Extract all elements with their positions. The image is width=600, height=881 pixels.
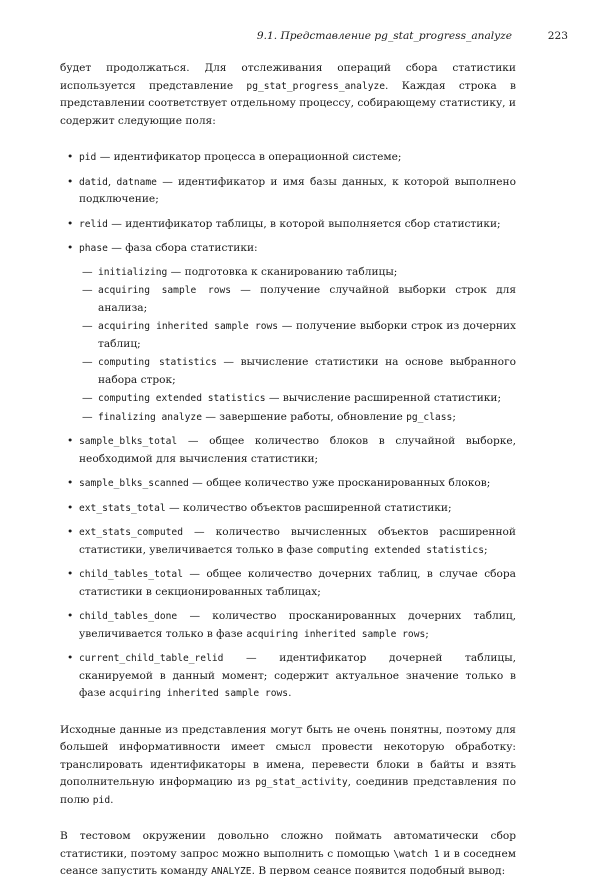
field-code-2: computing extended statistics bbox=[316, 544, 484, 556]
field-list bbox=[60, 149, 516, 703]
field-code-2: acquiring inherited sample rows bbox=[109, 688, 289, 699]
list-item bbox=[60, 650, 516, 703]
page-header bbox=[60, 28, 568, 46]
para-code: pid bbox=[92, 794, 111, 806]
field-tail: . bbox=[288, 687, 292, 699]
field-desc: — фаза сбора статистики: bbox=[107, 242, 258, 254]
field-code: ext_stats_computed bbox=[79, 527, 183, 538]
phase-item bbox=[79, 282, 516, 317]
field-code: sample_blks_total bbox=[79, 436, 178, 447]
intro-paragraph bbox=[60, 60, 516, 130]
phase-item bbox=[79, 264, 516, 282]
phase-code: computing statistics bbox=[98, 357, 217, 368]
field-code: datid bbox=[79, 176, 108, 188]
list-item bbox=[60, 608, 516, 643]
field-desc: — количество объектов расширенной статистики; bbox=[165, 501, 452, 514]
field-desc: — идентификатор таблицы, в которой выполняется сбор статистики; bbox=[107, 217, 501, 230]
field-tail: ; bbox=[484, 543, 488, 556]
para-text: и в соседнем сеансе запустить команду bbox=[60, 847, 516, 877]
phase-code: acquiring inherited sample rows bbox=[98, 321, 279, 332]
section-title: 9.1. Представление pg_stat_progress_analyze bbox=[256, 30, 512, 42]
page-number: 223 bbox=[547, 30, 568, 42]
list-item bbox=[60, 174, 516, 209]
phase-desc: — завершение работы, обновление bbox=[201, 410, 407, 423]
intro-text: будет продолжаться. Для отслеживания операций сбора статистики используется представление bbox=[60, 62, 516, 92]
field-code: sample_blks_scanned bbox=[79, 478, 189, 489]
phase-list bbox=[79, 264, 516, 427]
para-text: . bbox=[110, 793, 114, 806]
list-item bbox=[60, 475, 516, 493]
list-item bbox=[60, 216, 516, 234]
phase-code-2: pg_class bbox=[406, 411, 453, 423]
phase-desc: — получение случайной выборки строк для анализа; bbox=[98, 284, 516, 314]
paragraph-processing bbox=[60, 722, 516, 810]
para-text: В тестовом окружении довольно сложно поймать автоматически сбор статистики, поэтому запрос можно выполнить с помощью bbox=[60, 830, 516, 860]
list-item bbox=[60, 149, 516, 167]
field-code: relid bbox=[79, 218, 108, 230]
list-item bbox=[60, 524, 516, 559]
para-text: , соединив представления по полю bbox=[60, 776, 516, 806]
para-code: ANALYZE bbox=[211, 866, 252, 877]
phase-item bbox=[79, 354, 516, 389]
field-desc: — количество вычисленных объектов расширенной статистики, увеличивается только в фазе bbox=[79, 526, 516, 556]
field-code: current_child_table_relid bbox=[79, 653, 224, 664]
phase-code: acquiring sample rows bbox=[98, 285, 232, 296]
phase-tail: ; bbox=[452, 410, 456, 423]
page-body bbox=[60, 60, 516, 881]
phase-code: computing extended statistics bbox=[98, 393, 266, 404]
phase-desc: — вычисление статистики на основе выбранного набора строк; bbox=[98, 356, 516, 386]
field-code: child_tables_total bbox=[79, 569, 183, 580]
list-item bbox=[60, 240, 516, 426]
list-item bbox=[60, 433, 516, 468]
field-sep: , bbox=[107, 175, 117, 188]
para-code: \watch 1 bbox=[393, 848, 440, 860]
intro-code: pg_stat_progress_analyze bbox=[246, 80, 386, 92]
field-desc: — общее количество уже просканированных блоков; bbox=[188, 477, 491, 489]
phase-item bbox=[79, 318, 516, 353]
phase-desc: — вычисление расширенной статистики; bbox=[265, 392, 502, 404]
phase-desc: — подготовка к сканированию таблицы; bbox=[167, 265, 398, 278]
paragraph-test-env bbox=[60, 828, 516, 881]
list-item bbox=[60, 500, 516, 518]
phase-desc: — получение выборки строк из дочерних таблиц; bbox=[98, 320, 516, 350]
phase-item bbox=[79, 409, 516, 427]
para-text: . В первом сеансе появится подобный вывод: bbox=[251, 865, 506, 877]
field-desc: — идентификатор и имя базы данных, к которой выполнено подключение; bbox=[79, 175, 516, 205]
field-desc: — идентификатор дочерней таблицы, сканируемой в данный момент; содержит актуальное значение только в фазе bbox=[79, 652, 516, 699]
phase-code: initializing bbox=[98, 266, 168, 278]
field-desc: — количество просканированных дочерних таблиц, увеличивается только в фазе bbox=[79, 610, 516, 640]
field-desc: — идентификатор процесса в операционной системе; bbox=[96, 151, 402, 163]
field-desc: — общее количество блоков в случайной выборке, необходимой для вычисления статистики; bbox=[79, 435, 516, 465]
phase-code: finalizing analyze bbox=[98, 411, 202, 423]
para-text: Исходные данные из представления могут быть не очень понятны, поэтому для большей информативности имеет смысл провести некоторую обработку: транслировать идентификаторы в имена, перевести блоки в байты и взять дополнительную информацию из bbox=[60, 723, 516, 788]
field-code: child_tables_done bbox=[79, 611, 178, 622]
field-code: phase bbox=[79, 243, 108, 254]
field-code: pid bbox=[79, 152, 97, 163]
field-tail: ; bbox=[425, 627, 429, 640]
para-code: pg_stat_activity bbox=[255, 777, 348, 788]
intro-text-end: . Каждая строка в представлении соответствует отдельному процессу, собирающему статистику, и содержит следующие поля: bbox=[60, 79, 516, 127]
field-code: ext_stats_total bbox=[79, 502, 166, 514]
field-desc: — общее количество дочерних таблиц, в случае сбора статистики в секционированных таблицах; bbox=[79, 568, 516, 598]
list-item bbox=[60, 566, 516, 601]
field-code-2: acquiring inherited sample rows bbox=[246, 628, 426, 640]
phase-item bbox=[79, 390, 516, 408]
field-code-2: datname bbox=[116, 176, 157, 188]
